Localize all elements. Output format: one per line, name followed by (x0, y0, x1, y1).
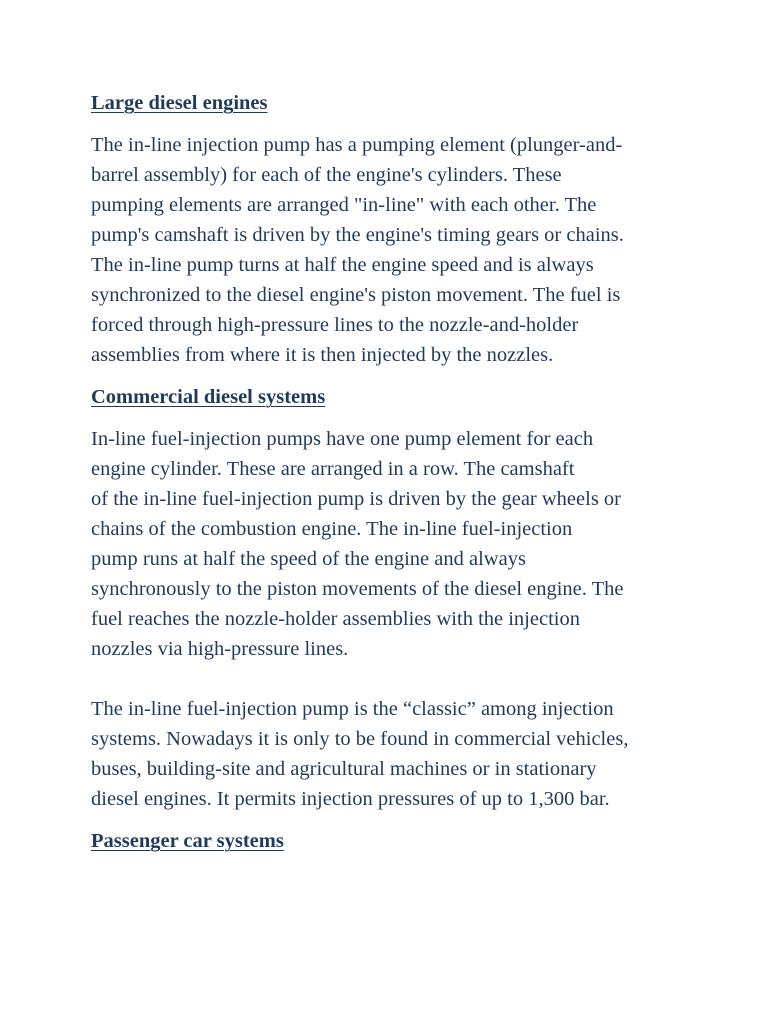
heading-passenger-car-systems: Passenger car systems (91, 830, 284, 852)
text-line: assemblies from where it is then injected by the nozzles. (91, 344, 554, 366)
text-line: The in-line fuel-injection pump is the “classic” among injection (91, 698, 614, 720)
text-line: forced through high-pressure lines to the nozzle-and-holder (91, 314, 579, 336)
text-line: The in-line injection pump has a pumping element (plunger-and- (91, 134, 623, 156)
heading-large-diesel-engines: Large diesel engines (91, 92, 268, 114)
text-line: systems. Nowadays it is only to be found in commercial vehicles, (91, 728, 629, 750)
text-line: pumping elements are arranged "in-line" with each other. The (91, 194, 597, 216)
heading-commercial-diesel-systems: Commercial diesel systems (91, 386, 326, 408)
text-line: of the in-line fuel-injection pump is driven by the gear wheels or (91, 488, 621, 510)
text-line: chains of the combustion engine. The in-line fuel-injection (91, 518, 573, 540)
text-line: fuel reaches the nozzle-holder assemblies with the injection (91, 608, 580, 630)
text-line: engine cylinder. These are arranged in a row. The camshaft (91, 458, 575, 480)
text-line: pump runs at half the speed of the engine and always (91, 548, 526, 570)
text-line: pump's camshaft is driven by the engine's timing gears or chains. (91, 224, 624, 246)
text-line: synchronously to the piston movements of the diesel engine. The (91, 578, 624, 600)
paragraph-commercial-diesel-systems-2 (91, 694, 691, 814)
text-line: barrel assembly) for each of the engine's cylinders. These (91, 164, 562, 186)
text-line: nozzles via high-pressure lines. (91, 638, 349, 660)
text-line: The in-line pump turns at half the engine speed and is always (91, 254, 594, 276)
text-line: buses, building-site and agricultural machines or in stationary (91, 758, 597, 780)
text-line: diesel engines. It permits injection pressures of up to 1,300 bar. (91, 788, 610, 810)
text-line: In-line fuel-injection pumps have one pump element for each (91, 428, 594, 450)
paragraph-large-diesel-engines (91, 130, 691, 370)
paragraph-commercial-diesel-systems-1 (91, 424, 691, 664)
text-line: synchronized to the diesel engine's piston movement. The fuel is (91, 284, 621, 306)
document-page (91, 88, 691, 856)
